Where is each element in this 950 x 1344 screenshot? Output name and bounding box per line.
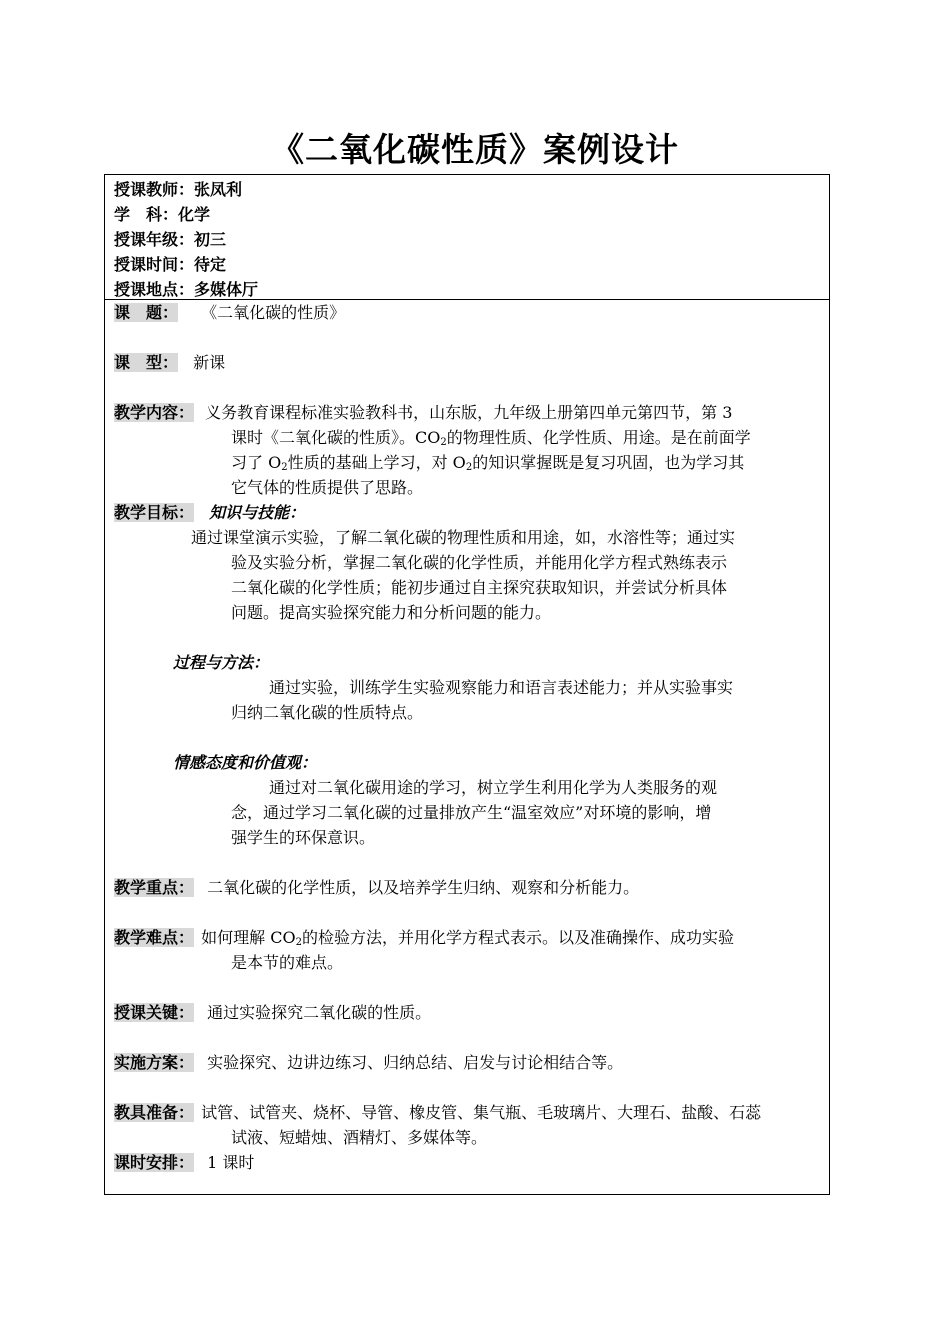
hours-label: 课时安排： — [114, 1153, 195, 1172]
type-label: 课 型： — [114, 353, 179, 372]
topic-label: 课 题： — [114, 303, 179, 322]
teacher-line: 授课教师：张凤利 — [114, 180, 243, 199]
content-line-4: 它气体的性质提供了思路。 — [231, 478, 424, 497]
plan-value: 实验探究、边讲边练习、归纳总结、启发与讨论相结合等。 — [207, 1053, 624, 1072]
emotion-title: 情感态度和价值观： — [173, 753, 318, 772]
tools-line-1: 试管、试管夹、烧杯、导管、橡皮管、集气瓶、毛玻璃片、大理石、盐酸、石蕊 — [201, 1103, 762, 1122]
content-line-1: 义务教育课程标准实验教科书，山东版，九年级上册第四单元第四节，第 3 — [205, 403, 733, 422]
process-line-1: 通过实验，训练学生实验观察能力和语言表述能力；并从实验事实 — [269, 678, 734, 697]
place-line: 授课地点：多媒体厅 — [114, 280, 259, 299]
knowledge-line-1: 通过课堂演示实验，了解二氧化碳的物理性质和用途，如，水溶性等；通过实 — [191, 528, 736, 547]
knowledge-line-2: 验及实验分析，掌握二氧化碳的化学性质，并能用化学方程式熟练表示 — [231, 553, 728, 572]
time-line: 授课时间：待定 — [114, 255, 227, 274]
topic-row — [114, 300, 826, 325]
header-info — [105, 175, 829, 300]
emotion-line-2: 念，通过学习二氧化碳的过量排放产生“温室效应”对环境的影响，增 — [231, 803, 712, 822]
topic-value: 《二氧化碳的性质》 — [201, 303, 346, 322]
plan-row — [114, 1050, 826, 1075]
type-row — [114, 350, 826, 375]
knowledge-line-4: 问题。提高实验探究能力和分析问题的能力。 — [231, 603, 552, 622]
difficulty-line-2: 是本节的难点。 — [231, 953, 344, 972]
content-line-2: 课时《二氧化碳的性质》。$CO_2$的物理性质、化学性质、用途。是在前面学 — [231, 428, 751, 448]
hours-value: 1 课时 — [207, 1153, 255, 1172]
tools-row — [114, 1100, 826, 1125]
tools-label: 教具准备： — [114, 1103, 195, 1122]
crux-value: 通过实验探究二氧化碳的性质。 — [207, 1003, 432, 1022]
crux-label: 授课关键： — [114, 1003, 195, 1022]
tools-line-2: 试液、短蜡烛、酒精灯、多媒体等。 — [231, 1128, 488, 1147]
difficulty-row — [114, 925, 826, 955]
key-value: 二氧化碳的化学性质，以及培养学生归纳、观察和分析能力。 — [207, 878, 640, 897]
crux-row — [114, 1000, 826, 1025]
knowledge-line-3: 二氧化碳的化学性质；能初步通过自主探究获取知识，并尝试分析具体 — [231, 578, 728, 597]
key-row — [114, 875, 826, 900]
content-label: 教学内容： — [114, 403, 195, 422]
difficulty-line-1: 如何理解 $CO_2$的检验方法，并用化学方程式表示。以及准确操作、成功实验 — [201, 928, 734, 948]
knowledge-title: 知识与技能： — [209, 503, 306, 522]
emotion-line-3: 强学生的环保意识。 — [231, 828, 376, 847]
goals-label: 教学目标： — [114, 503, 195, 522]
lesson-table — [104, 174, 830, 1195]
goals-row — [114, 500, 826, 525]
key-label: 教学重点： — [114, 878, 195, 897]
hours-row — [114, 1150, 826, 1175]
emotion-line-1: 通过对二氧化碳用途的学习，树立学生利用化学为人类服务的观 — [269, 778, 718, 797]
difficulty-label: 教学难点： — [114, 928, 195, 947]
subject-line: 学 科：化学 — [114, 205, 211, 224]
process-line-2: 归纳二氧化碳的性质特点。 — [231, 703, 424, 722]
plan-label: 实施方案： — [114, 1053, 195, 1072]
content-row — [114, 400, 826, 425]
content-line-3: 习了 $O_2$性质的基础上学习，对 $O_2$的知识掌握既是复习巩固，也为学习其 — [231, 453, 745, 473]
process-title: 过程与方法： — [173, 653, 270, 672]
grade-line: 授课年级：初三 — [114, 230, 227, 249]
document-title: 《二氧化碳性质》案例设计 — [271, 130, 679, 169]
type-value: 新课 — [193, 353, 226, 372]
